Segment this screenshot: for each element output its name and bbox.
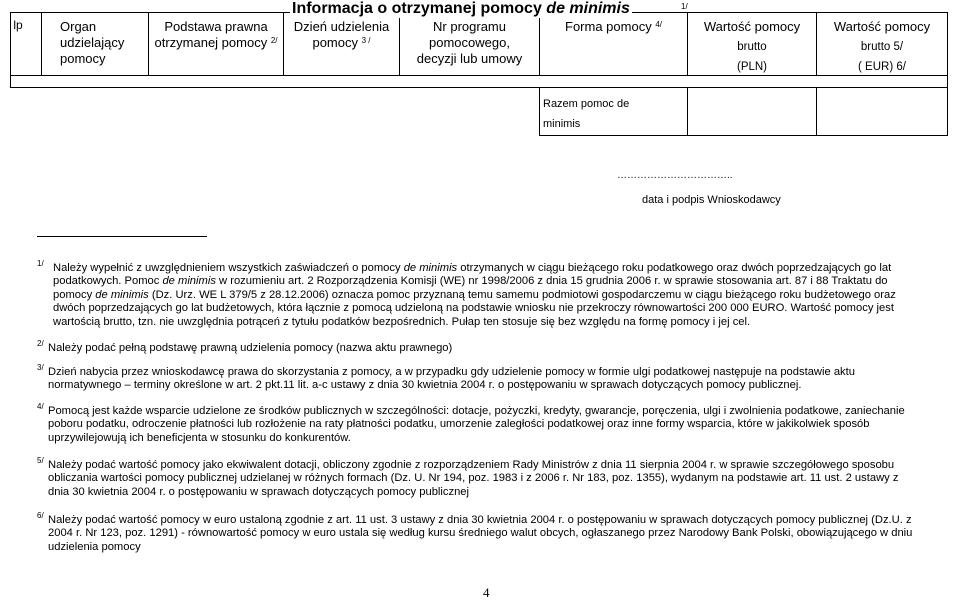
signature-label: data i podpis Wnioskodawcy	[642, 194, 781, 206]
aid-table	[10, 12, 948, 136]
footnote-separator	[37, 236, 207, 237]
header-program: Nr programu pomocowego, decyzji lub umowy	[400, 13, 540, 76]
footnote-1: 1/ Należy wypełnić z uwzględnieniem wszystkich zaświadczeń o pomocy de minimis otrzymanych w ciągu bieżącego roku podatkowego oraz dwóch poprzedzających go lat podatkowych. Pomoc de minimis w rozumieniu art. 2 Rozporządzenia Komisji (WE) nr 1998/2006 z dnia 15 grudnia 2006 r. w sprawie stosowania art. 87 i 88 Traktatu do pomocy de minimis (Dz. Urz. WE L 379/5 z 28.12.2006) oznacza pomoc przyznaną temu samemu podmiotowi gospodarczemu w ciągu bieżącego roku budżetowego oraz dwóch poprzedzających go lat budżetowych, która łącznie z pomocą udzieloną na podstawie wniosku nie przekroczy równowartości 200 000 EURO. Wartość pomocy jest wartością brutto, tzn. nie uwzględnia potrąceń z tytułu podatków bezpośrednich. Pułap ten stosuje się bez względu na formę pomocy i jej cel.	[37, 259, 896, 328]
header-dzien: Dzień udzielenia pomocy $^{3 /}$	[284, 13, 400, 76]
page-title: Informacja o otrzymanej pomocy de minimis	[292, 0, 630, 17]
footnote-2: 2/ Należy podać pełną podstawę prawną udzielenia pomocy (nazwa aktu prawnego)	[37, 339, 453, 354]
title-footnote-ref: 1/	[681, 2, 688, 11]
footnote-4: 4/ Pomocą jest każde wsparcie udzielone ze środków publicznych w szczególności: dotacje, pożyczki, kredyty, gwarancje, poręczenia, ulgi i zwolnienia podatkowe, zaniechanie poboru podatku, odroczenie płatności lub rozłożenie na raty płatności podatku, umorzenie zaległości podatkowej oraz inne formy wsparcia, które w jakikolwiek sposób uprzywilejowują ich beneficjenta w stosunku do konkurentów.	[37, 402, 905, 444]
header-podstawa: Podstawa prawna otrzymanej pomocy $^{2/}$	[149, 13, 284, 76]
header-forma: Forma pomocy $^{4/}$	[540, 13, 688, 76]
total-label-cell: Razem pomoc de minimis	[540, 88, 688, 136]
empty-row	[11, 76, 948, 88]
footnote-3: 3/ Dzień nabycia przez wnioskodawcę prawa do skorzystania z pomocy, a w przypadku gdy udzielenie pomocy w formie ulgi podatkowej następuje na podstawie aktu normatywnego – terminy określone w art. 2 pkt.11 lit. a-c ustawy z dnia 30 kwietnia 2004 r. o postępowaniu w sprawach dotyczących pomocy publicznej.	[37, 363, 855, 392]
page-number: 4	[483, 585, 490, 600]
total-eur-cell[interactable]	[817, 88, 948, 136]
total-pln-cell[interactable]	[688, 88, 817, 136]
footnote-5: 5/ Należy podać wartość pomocy jako ekwiwalent dotacji, obliczony zgodnie z rozporządzeniem Rady Ministrów z dnia 11 sierpnia 2004 r. w sprawie szczegółowego sposobu obliczania wartości pomocy publicznej udzielanej w różnych formach (Dz. U. Nr 194, poz. 1983 i z 2006 r. Nr 183, poz. 1355), wydanym na podstawie art. 11 ust. 2 ustawy z dnia 30 kwietnia 2004 r. o postępowaniu w sprawach dotyczących pomocy publicznej	[37, 456, 899, 498]
footnote-6: 6/ Należy podać wartość pomocy w euro ustaloną zgodnie z art. 11 ust. 3 ustawy z dnia 30 kwietnia 2004 r. o postępowaniu w sprawach dotyczących pomocy publicznej (Dz.U. z 2004 r. Nr 123, poz. 1291) - równowartość pomocy w euro ustala się według kursu średniego walut obcych, ogłaszanego przez Narodowy Bank Polski, obowiązującego w dniu udzielenia pomocy	[37, 511, 913, 553]
signature-dots: ……………………………..	[617, 170, 733, 181]
header-organ: Organ udzielający pomocy	[42, 13, 149, 76]
header-lp: lp	[11, 13, 42, 76]
header-value-eur: Wartość pomocy brutto 5/ ( EUR) 6/	[817, 13, 948, 76]
header-value-pln: Wartość pomocy brutto (PLN)	[688, 13, 817, 76]
